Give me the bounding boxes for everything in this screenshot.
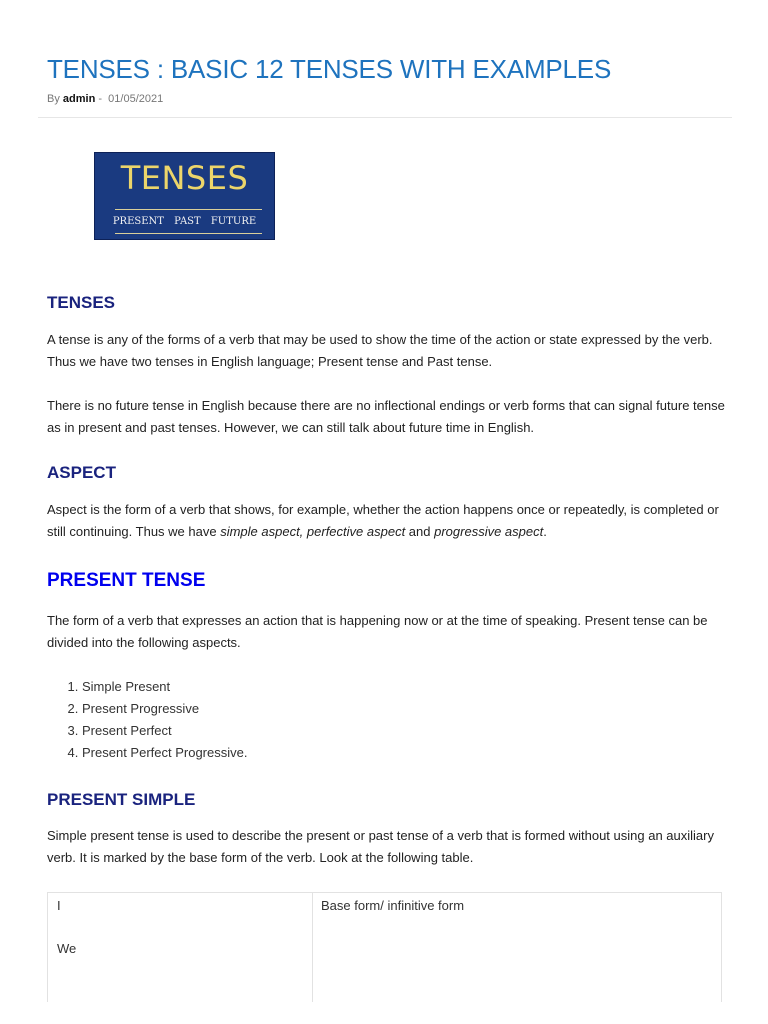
logo-word: TENSES (120, 159, 249, 197)
present-tense-paragraph: The form of a verb that expresses an action that is happening now or at the time of speaking. Present tense can be divided into the following aspects. (47, 613, 708, 650)
logo-rule-bottom (115, 233, 262, 234)
aspect-em-2: progressive aspect (434, 524, 544, 539)
tenses-paragraph-2: There is no future tense in English because there are no inflectional endings or verb forms that can signal future tense as in present and past tenses. However, we can still talk about future time in English. (47, 398, 725, 435)
heading-present-simple: PRESENT SIMPLE (47, 790, 196, 809)
header-divider (38, 117, 732, 118)
aspect-text-start: Aspect is the form of a verb that shows, for example, whether the action happens once or repeatedly, is completed or still continuing. Thus we have (47, 502, 719, 539)
heading-aspect: ASPECT (47, 463, 116, 482)
heading-tenses: TENSES (47, 293, 116, 312)
present-simple-paragraph: Simple present tense is used to describe the present or past tense of a verb that is formed without using an auxiliary verb. It is marked by the base form of the verb. Look at the following table. (47, 828, 714, 865)
logo-subtitle: PRESENT PAST FUTURE (112, 216, 257, 227)
by-label: By (47, 93, 60, 105)
conjugation-table (47, 892, 722, 1002)
author-link[interactable]: admin (62, 93, 96, 105)
present-aspects-list (47, 676, 247, 764)
list-item: 1. Simple Present (82, 676, 247, 698)
table-cell-pronoun-we: We (57, 941, 77, 956)
aspect-em-1: simple aspect, perfective aspect (220, 524, 406, 539)
table-cell-verb-form: Base form/ infinitive form (321, 898, 465, 913)
byline (47, 93, 163, 105)
aspect-text-mid: and (405, 524, 435, 539)
logo-rule-top (115, 209, 262, 210)
list-item: 3. Present Perfect (82, 720, 247, 742)
aspect-text-end: . (543, 524, 547, 539)
publish-date: 01/05/2021 (108, 93, 164, 105)
list-item: 2. Present Progressive (82, 698, 247, 720)
heading-present-tense: PRESENT TENSE (47, 570, 206, 591)
list-item: 4. Present Perfect Progressive. (82, 742, 247, 764)
byline-separator: - (98, 93, 103, 105)
table-cell-pronoun-i: I (57, 898, 61, 913)
tenses-logo-image (94, 152, 275, 240)
aspect-paragraph (47, 499, 727, 543)
article-title[interactable]: TENSES : BASIC 12 TENSES WITH EXAMPLES (47, 54, 612, 84)
table-column-separator (312, 893, 313, 1002)
tenses-paragraph-1: A tense is any of the forms of a verb that may be used to show the time of the action or state expressed by the verb. Thus we have two tenses in English language; Present tense and Past tense. (47, 332, 713, 369)
